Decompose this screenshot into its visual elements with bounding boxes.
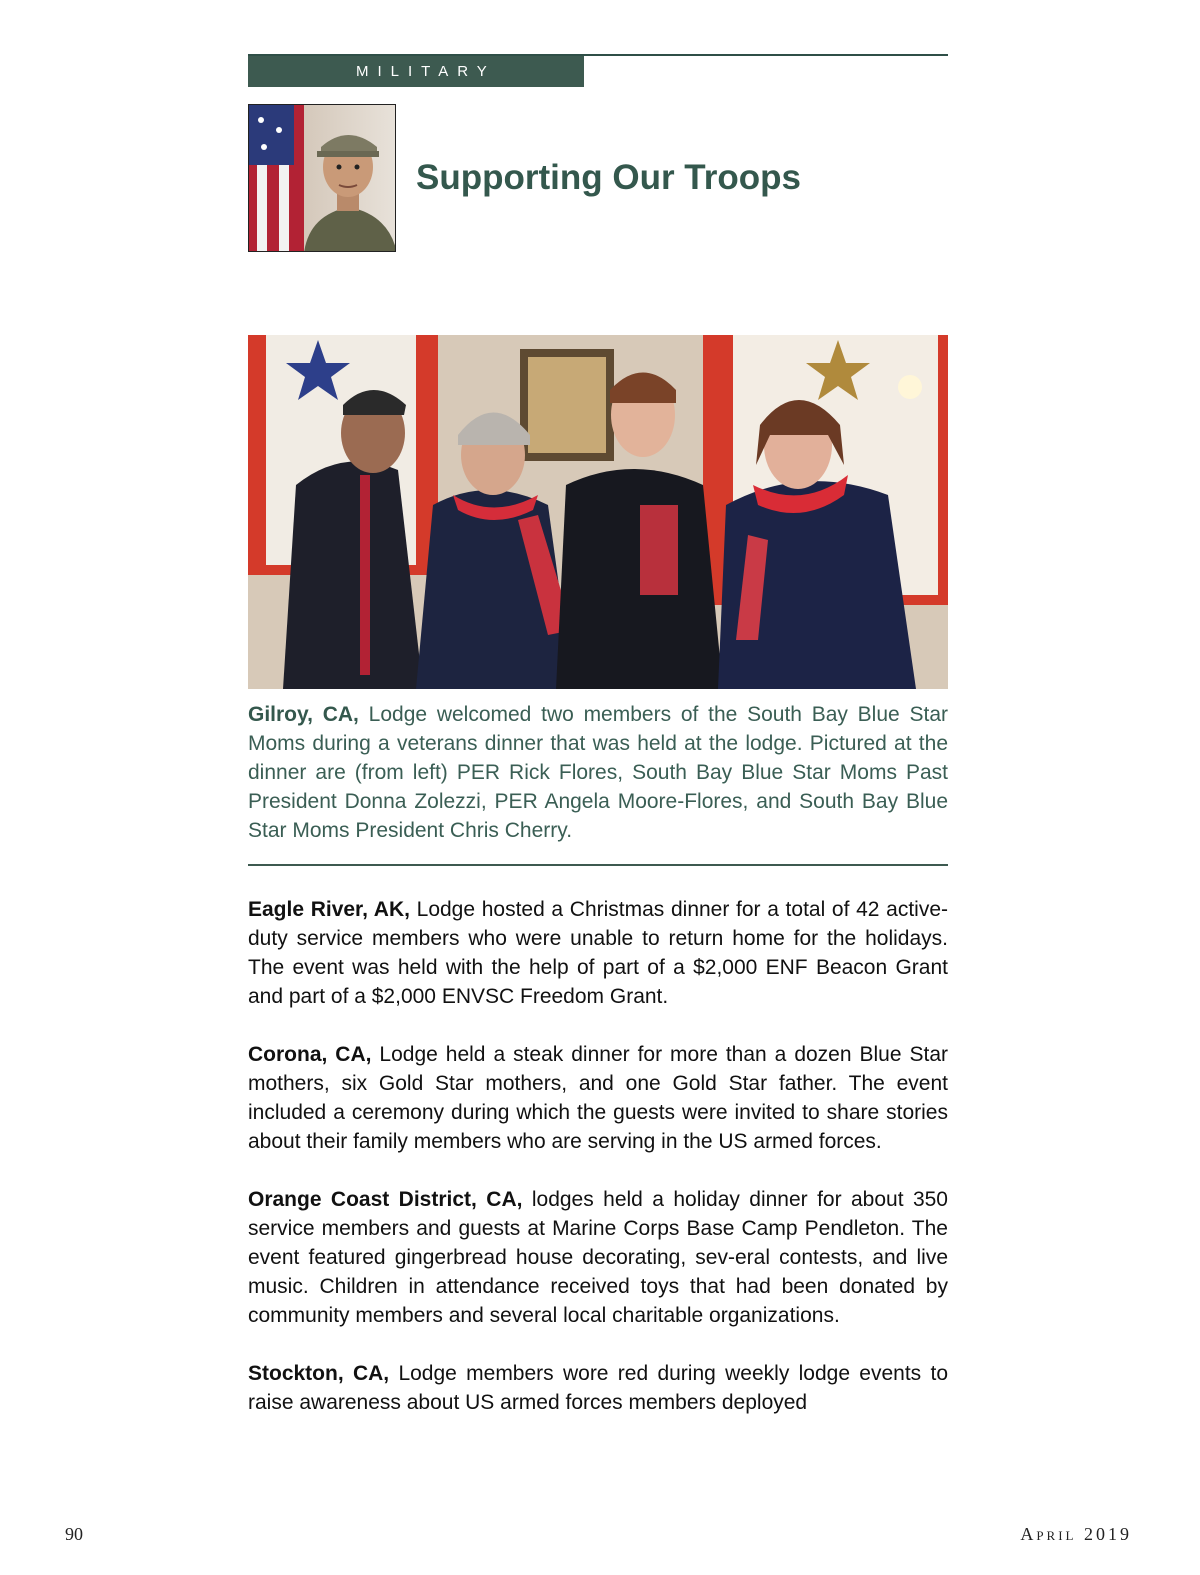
news-item <box>248 895 948 1011</box>
article-body <box>248 895 948 1446</box>
group-photo <box>248 335 948 689</box>
issue-date: April 2019 <box>1020 1524 1132 1544</box>
news-item <box>248 1040 948 1156</box>
section-label: MILITARY <box>248 56 584 87</box>
news-item-text: Lodge held a steak dinner for more than a dozen Blue Star mothers, six Gold Star mothers, and one Gold Star father. The event included a ceremony during which the guests were invited to share stories about their family members who are serving in the US armed forces. <box>248 1043 948 1153</box>
news-item-text: Lodge hosted a Christmas dinner for a total of 42 active-duty service members who were unable to return home for the holidays. The event was held with the help of part of a $2,000 ENF Beacon Grant and part of a $2,000 ENVSC Freedom Grant. <box>248 898 948 1008</box>
news-item-lead: Orange Coast District, CA, <box>248 1188 523 1211</box>
news-item-lead: Eagle River, AK, <box>248 898 410 921</box>
news-item-text: lodges held a holiday dinner for about 350 service members and guests at Marine Corps Base Camp Pendleton. The event featured gingerbread house decorating, sev-eral contests, and live music. Children in attendance received toys that had been donated by community members and several local charitable organizations. <box>248 1188 948 1327</box>
news-item <box>248 1185 948 1330</box>
soldier-with-flag-icon <box>249 105 396 252</box>
news-item <box>248 1359 948 1417</box>
caption-divider <box>248 864 948 866</box>
news-item-lead: Stockton, CA, <box>248 1362 390 1385</box>
news-item-text: Lodge members wore red during weekly lodge events to raise awareness about US armed forces members deployed <box>248 1362 948 1414</box>
photo-caption <box>248 700 948 845</box>
news-item-lead: Corona, CA, <box>248 1043 372 1066</box>
soldier-photo <box>248 104 396 252</box>
page-number: 90 <box>65 1524 83 1544</box>
group-photo-icon <box>248 335 948 689</box>
caption-lead: Gilroy, CA, <box>248 703 359 726</box>
caption-text: Lodge welcomed two members of the South Bay Blue Star Moms during a veterans dinner that was held at the lodge. Pictured at the dinner are (from left) PER Rick Flores, South Bay Blue Star Moms Past President Donna Zolezzi, PER Angela Moore-Flores, and South Bay Blue Star Moms President Chris Cherry. <box>248 703 948 842</box>
page-title: Supporting Our Troops <box>416 158 801 197</box>
